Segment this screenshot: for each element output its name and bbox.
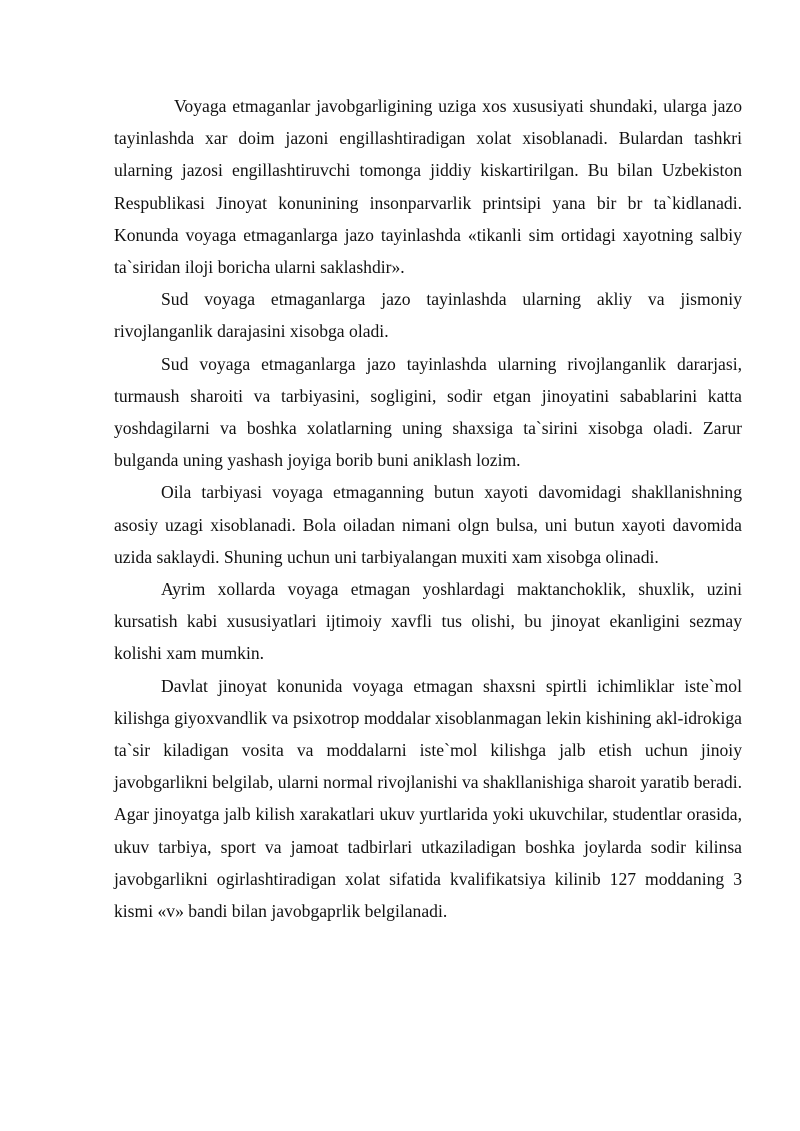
document-page: [114, 90, 742, 927]
paragraph-2: Sud voyaga etmaganlarga jazo tayinlashda ularning akliy va jismoniy rivojlanganlik darajasini xisobga oladi.: [114, 289, 742, 342]
paragraph-3: Sud voyaga etmaganlarga jazo tayinlashda ularning rivojlanganlik dararjasi, turmaush sharoiti va tarbiyasini, sogligini, sodir etgan jinoyatini sabablarini katta yoshdagilarni va boshka xolatlarning uning shaxsiga ta`sirini xisobga oladi. Zarur bulganda uning yashash joyiga borib buni aniklash lozim.: [114, 353, 742, 471]
paragraph-5: Ayrim xollarda voyaga etmagan yoshlardagi maktanchoklik, shuxlik, uzini kursatish kabi xususiyatlari ijtimoiy xavfli tus olishi, bu jinoyat ekanligini sezmay kolishi xam mumkin.: [114, 579, 742, 664]
paragraph-6: Davlat jinoyat konunida voyaga etmagan shaxsni spirtli ichimliklar iste`mol kilishga giyoxvandlik va psixotrop moddalar xisoblanmagan lekin kishining akl-idrokiga ta`sir kiladigan vosita va moddalarni iste`mol kilishga jalb etish uchun jinoiy javobgarlikni belgilab, ularni normal rivojlanishi va shakllanishiga sharoit yaratib beradi. Agar jinoyatga jalb kilish xarakatlari ukuv yurtlarida yoki ukuvchilar, studentlar orasida, ukuv tarbiya, sport va jamoat tadbirlari utkaziladigan boshka joylarda sodir kilinsa javobgarlikni ogirlashtiradigan xolat sifatida kvalifikatsiya kilinib 127 moddaning 3 kismi «v» bandi bilan javobgaprlik belgilanadi.: [114, 675, 742, 922]
paragraph-4: Oila tarbiyasi voyaga etmaganning butun xayoti davomidagi shakllanishning asosiy uzagi xisoblanadi. Bola oiladan nimani olgn bulsa, uni butun xayoti davomida uzida saklaydi. Shuning uchun uni tarbiyalangan muxiti xam xisobga olinadi.: [114, 482, 742, 567]
paragraph-1: Voyaga etmaganlar javobgarligining uziga xos xususiyati shundaki, ularga jazo tayinlashda xar doim jazoni engillashtiradigan xolat xisoblanadi. Bulardan tashkri ularning jazosi engillashtiruvchi tomonga jiddiy kiskartirilgan. Bu bilan Uzbekiston Respublikasi Jinoyat konunining insonparvarlik printsipi yana bir br ta`kidlanadi. Konunda voyaga etmaganlarga jazo tayinlashda «tikanli sim ortidagi xayotning salbiy ta`siridan iloji boricha ularni saklashdir».: [114, 96, 742, 278]
